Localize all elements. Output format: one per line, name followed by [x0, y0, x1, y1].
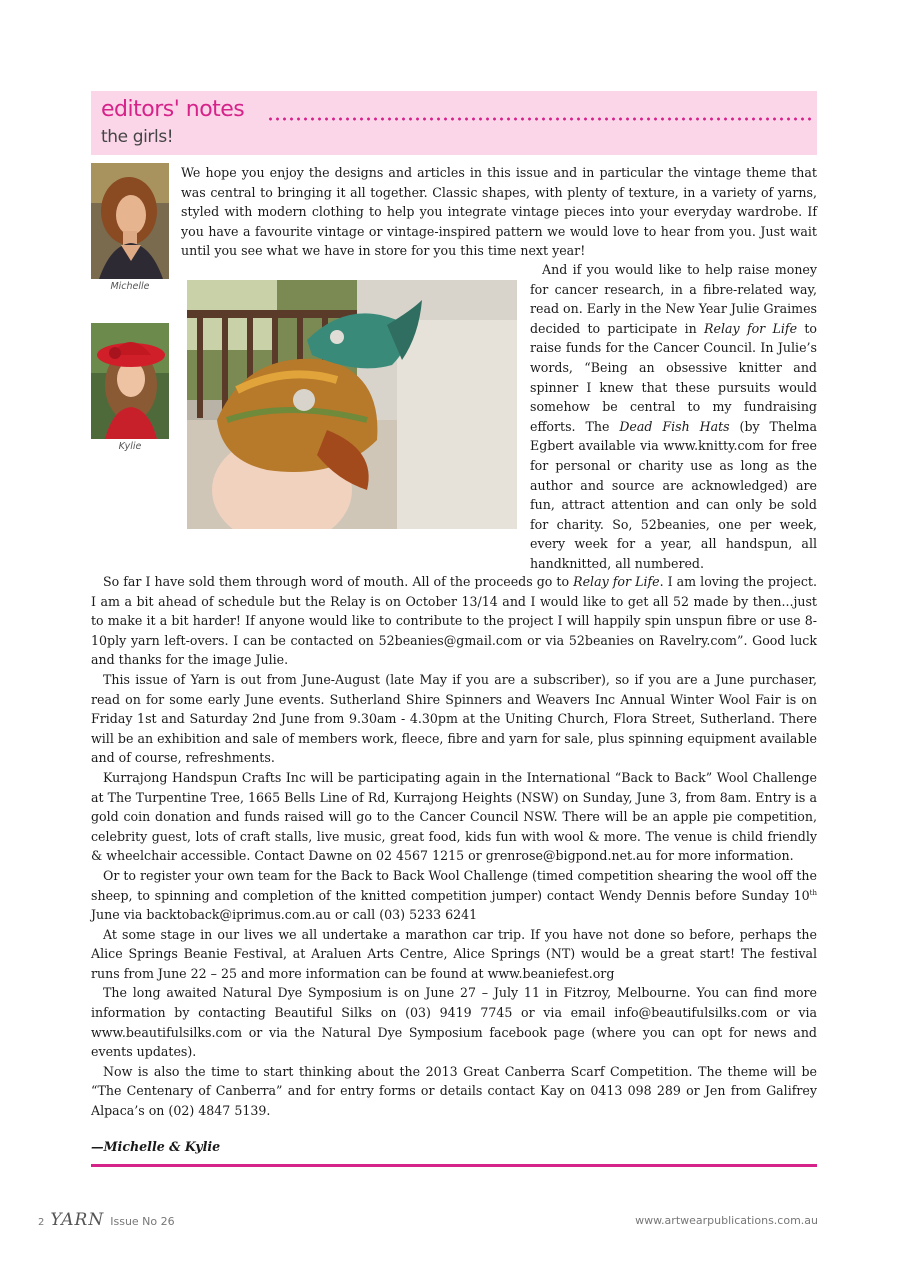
caption-kylie: Kylie	[118, 441, 142, 452]
relay-text-1: And if you would like to help raise money for cancer research, in a fibre-related way, read on. Early in the New Year Julie Graimes decided to participate in	[530, 262, 817, 336]
body-text-4a: Or to register your own team for the Back to Back Wool Challenge (timed competition shearing the wool off the sheep, to spinning and completion of the knitted competition jumper) contact Wendy Dennis before Sunday 10	[91, 867, 817, 903]
relay-name: Relay for Life	[704, 320, 798, 336]
signature: —Michelle & Kylie	[91, 1139, 221, 1154]
body-paragraph: This issue of Yarn is out from June-August (late May if you are a subscriber), so if you are a June purchaser, read on for some early June events. Sutherland Shire Spinners and Weavers Inc Annual Winter Wool Fair is on Friday 1st and Saturday 2nd June from 9.30am - 4.30pm at the Uniting Church, Flora Street, Sutherland. There will be an exhibition and sale of members work, fleece, fibre and yarn for sale, plus spinning equipment available and of course, refreshments.	[91, 671, 817, 766]
kylie-photo	[91, 323, 169, 439]
relay-text-2: to raise funds for the Cancer Council. In Julie’s words, “Being an obsessive knitter and spinner I knew that these pursuits would somehow be central to my fundraising efforts. The	[530, 320, 817, 434]
body-paragraph: Now is also the time to start thinking about the 2013 Great Canberra Scarf Competition. The theme will be “The Centenary of Canberra” and for entry forms or details contact Kay on 0413 098 289 or Jen from Galifrey Alpaca’s on (02) 4847 5139.	[91, 1063, 817, 1119]
intro-paragraph: We hope you enjoy the designs and articles in this issue and in particular the vintage theme that was central to bringing it all together. Classic shapes, with plenty of texture, in a variety of yarns, styled with modern clothing to help you integrate vintage pieces into your everyday wardrobe. If you have a favourite vintage or vintage-inspired pattern we would love to hear from you. Just wait until you see what we have in store for you this time next year!	[181, 165, 817, 259]
body-paragraph: At some stage in our lives we all undertake a marathon car trip. If you have not done so before, perhaps the Alice Springs Beanie Festival, at Araluen Arts Centre, Alice Springs (NT) would be a great start! The festival runs from June 22 – 25 and more information can be found at www.beaniefest.org	[91, 926, 817, 981]
body-paragraph	[91, 572, 817, 670]
fish-hats-photo	[187, 280, 517, 529]
page-number: 2	[38, 1217, 45, 1228]
body-text-1b: . I am loving the project. I am a bit ahead of schedule but the Relay is on October 13/14 and I would like to get all 52 made by then...just to make it a bit harder! If anyone would like to contribute to the project I will happily spin unspun fibre or use 8-10ply yarn left-overs. I can be contacted on 52beanies@gmail.com or via 52beanies on Ravelry.com”. Good luck and thanks for the image Julie.	[91, 574, 817, 668]
section-header	[91, 91, 817, 155]
body-text	[91, 572, 817, 1121]
issue-number: Issue No 26	[110, 1215, 175, 1228]
superscript-th: th	[809, 888, 817, 897]
body-paragraph: The long awaited Natural Dye Symposium is on June 27 – July 11 in Fitzroy, Melbourne. You can find more information by contacting Beautiful Silks on (03) 9419 7745 or via email info@beautifulsilks.com or via www.beautifulsilks.com or via the Natural Dye Symposium facebook page (where you can opt for news and events updates).	[91, 985, 817, 1060]
michelle-photo	[91, 163, 169, 279]
body-paragraph	[91, 866, 817, 925]
section-title: editors' notes	[101, 97, 245, 122]
yarn-logo: YARN	[50, 1210, 105, 1230]
caption-michelle: Michelle	[110, 281, 150, 292]
divider-rule	[91, 1164, 817, 1167]
body-paragraph: Kurrajong Handspun Crafts Inc will be participating again in the International “Back to Back” Wool Challenge at The Turpentine Tree, 1665 Bells Line of Rd, Kurrajong Heights (NSW) on Sunday, June 3, from 8am. Entry is a gold coin donation and funds raised will go to the Cancer Council NSW. There will be an apple pie competition, celebrity guest, lots of craft stalls, live music, great food, kids fun with wool & more. The venue is child friendly & wheelchair accessible. Contact Dawne on 02 4567 1215 or grenrose@bigpond.net.au for more information.	[91, 769, 817, 864]
relay-paragraph	[530, 260, 817, 574]
section-subtitle: the girls!	[101, 127, 174, 147]
website-link[interactable]: www.artwearpublications.com.au	[635, 1214, 818, 1227]
dead-fish-hats-name: Dead Fish Hats	[619, 418, 730, 434]
body-text-1a: So far I have sold them through word of mouth. All of the proceeds go to	[103, 574, 574, 589]
relay-name-2: Relay for Life	[573, 574, 660, 589]
footer-left	[38, 1210, 175, 1230]
dotted-leader	[267, 117, 815, 121]
body-text-4b: June via backtoback@iprimus.com.au or call (03) 5233 6241	[91, 907, 478, 923]
relay-text-3: (by Thelma Egbert available via www.knitty.com for free for personal or charity use as long as the author and source are acknowledged) are fun, attract attention and can only be sold for charity. So, 52beanies, one per week, every week for a year, all handspun, all handknitted, all numbered.	[530, 418, 818, 571]
